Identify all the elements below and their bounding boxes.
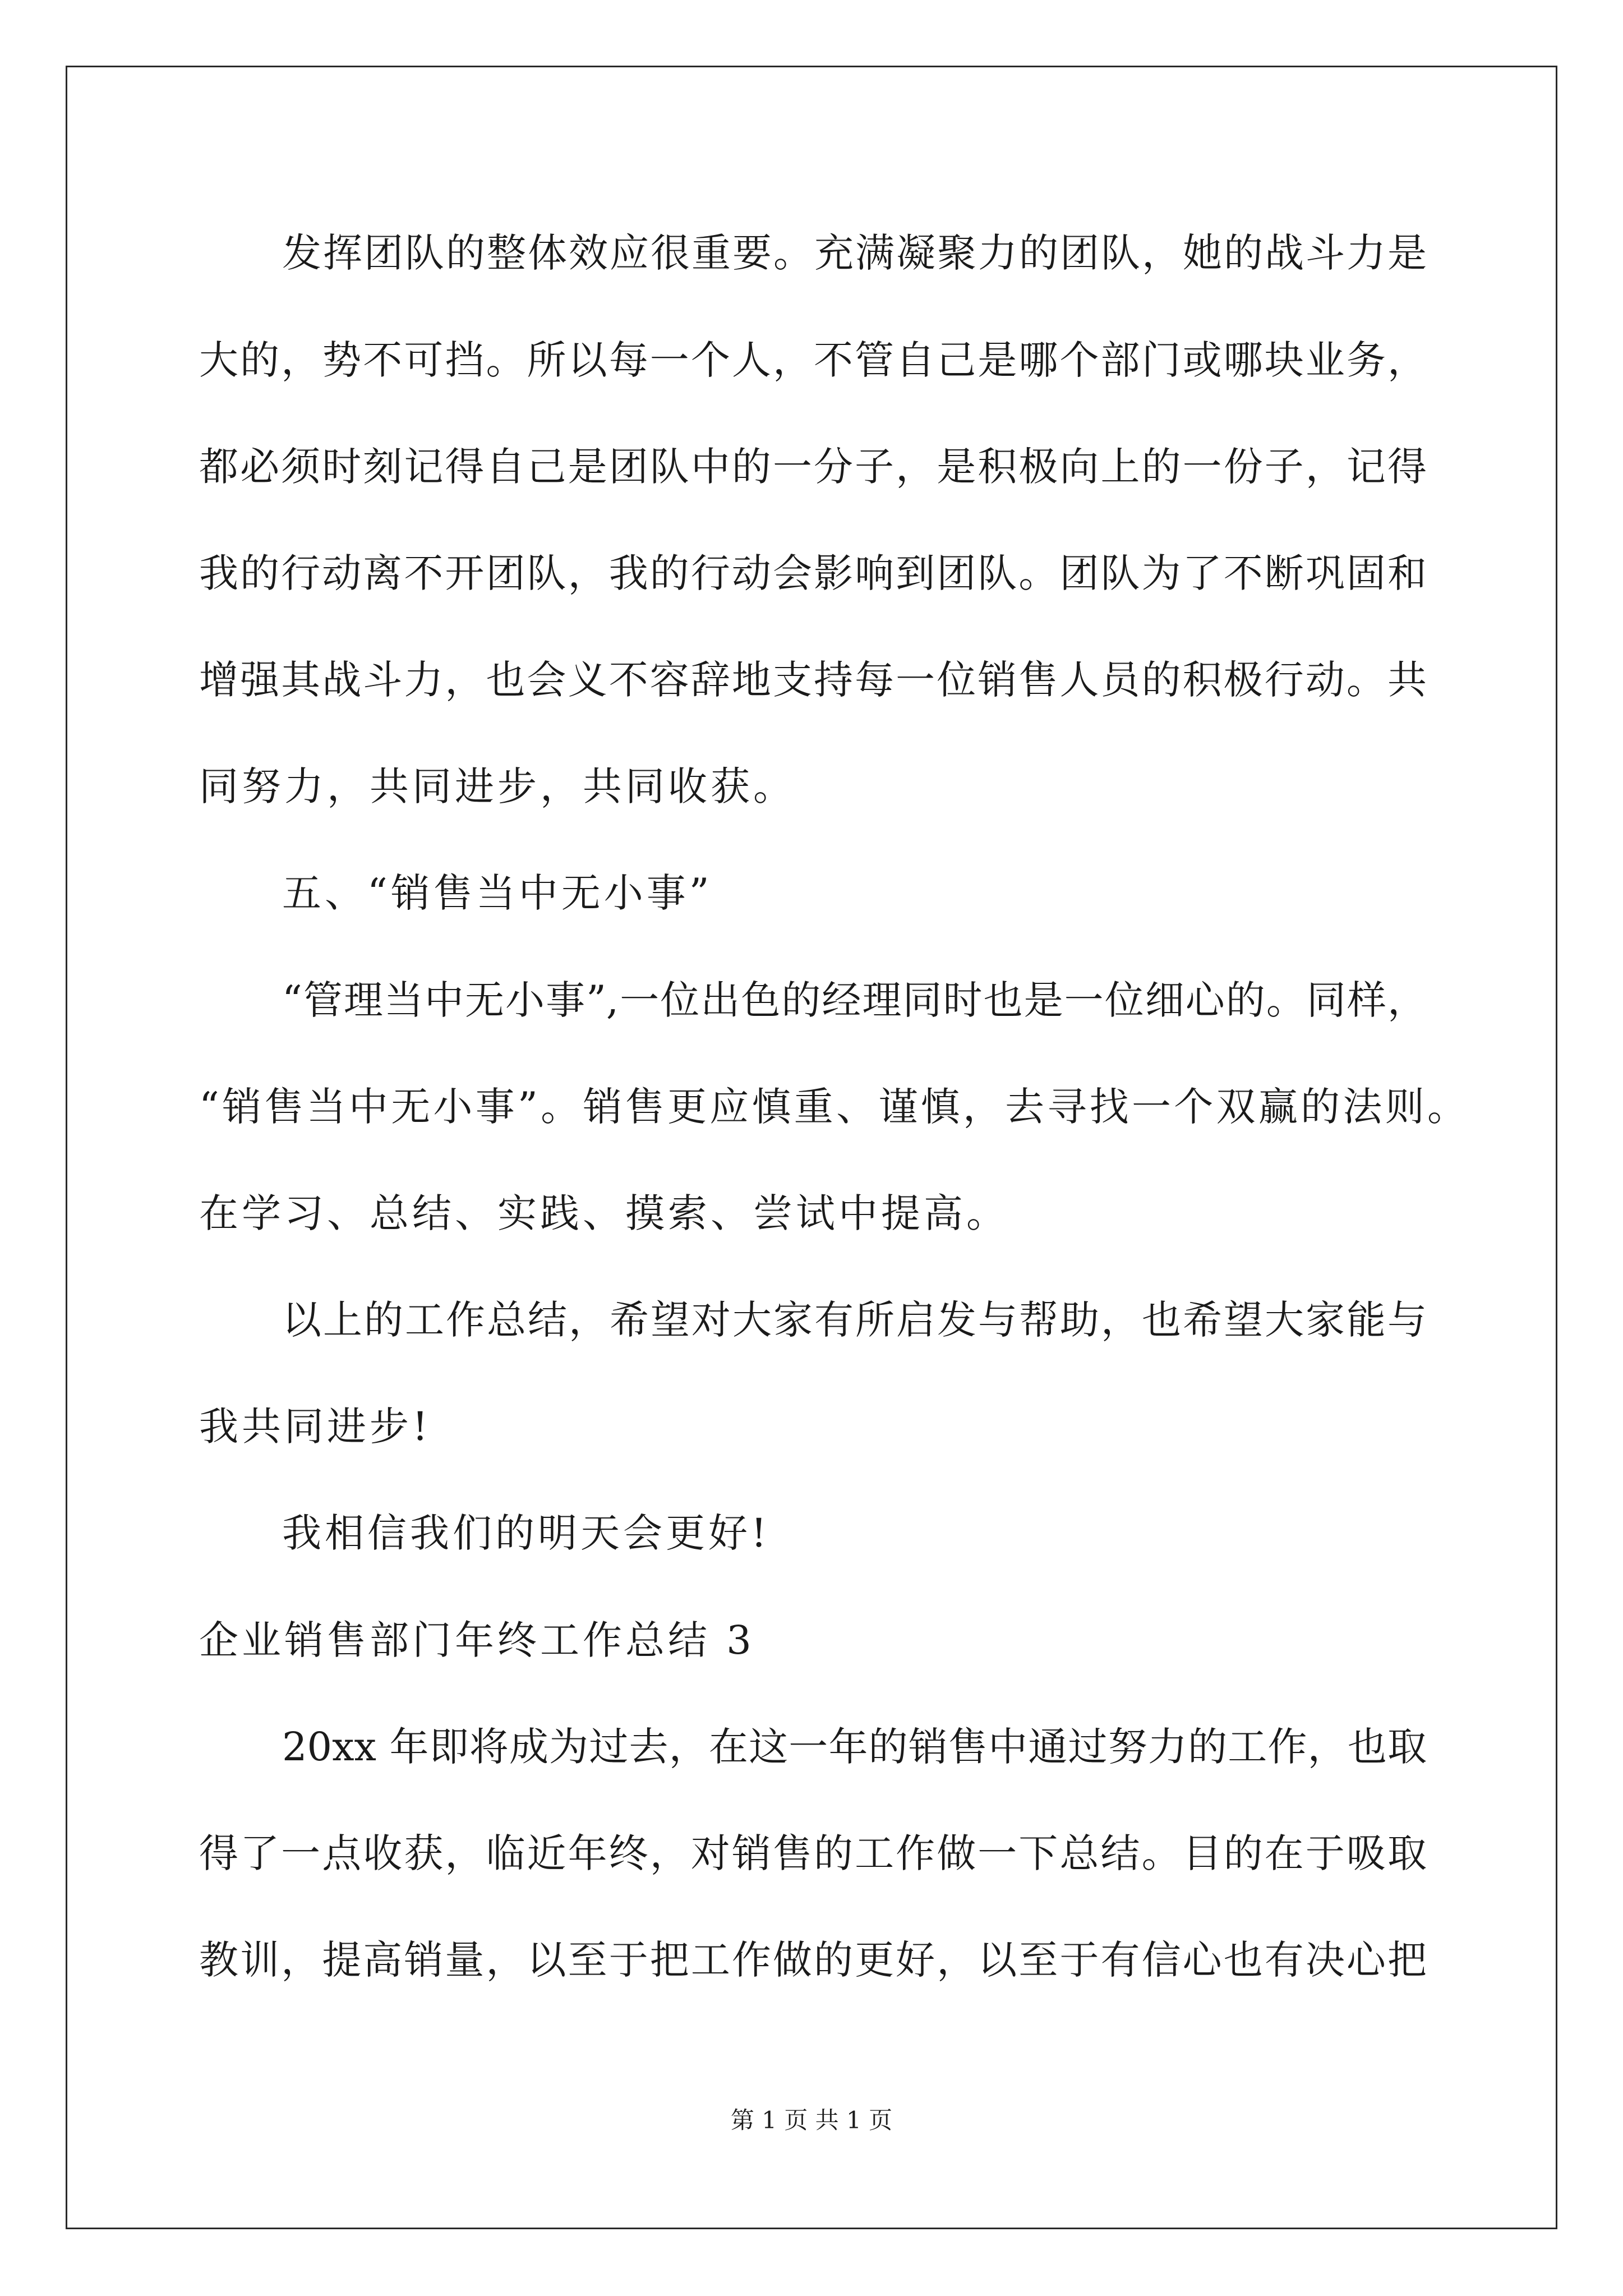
paragraph-line-13: 我相信我们的明天会更好! (282, 1510, 771, 1556)
paragraph-line-5: 增强其战斗力，也会义不容辞地支持每一位销售人员的积极行动。共 (199, 657, 1427, 703)
section-heading: 五、“销售当中无小事” (282, 870, 713, 916)
paragraph-line-3: 都必须时刻记得自己是团队中的一分子，是积极向上的一份子，记得 (199, 444, 1427, 490)
paragraph-line-12: 我共同进步! (199, 1404, 432, 1450)
paragraph-line-17: 教训，提高销量，以至于把工作做的更好，以至于有信心也有决心把 (199, 1937, 1427, 1983)
paragraph-line-15: 20xx 年即将成为过去，在这一年的销售中通过努力的工作，也取 (282, 1724, 1427, 1770)
paragraph-line-10: 在学习、总结、实践、摸索、尝试中提高。 (199, 1190, 1009, 1236)
page-border (66, 66, 1557, 2229)
paragraph-line-9: “销售当中无小事”。销售更应慎重、谨慎，去寻找一个双赢的法则。 (199, 1084, 1467, 1130)
paragraph-line-16: 得了一点收获，临近年终，对销售的工作做一下总结。目的在于吸取 (199, 1830, 1427, 1876)
paragraph-line-8: “管理当中无小事”,一位出色的经理同时也是一位细心的。同样， (282, 977, 1427, 1023)
paragraph-line-2: 大的，势不可挡。所以每一个人，不管自己是哪个部门或哪块业务， (199, 337, 1427, 383)
paragraph-line-6: 同努力，共同进步，共同收获。 (199, 763, 796, 809)
paragraph-line-11: 以上的工作总结，希望对大家有所启发与帮助，也希望大家能与 (282, 1297, 1427, 1343)
paragraph-line-4: 我的行动离不开团队，我的行动会影响到团队。团队为了不断巩固和 (199, 550, 1427, 596)
document-subtitle: 企业销售部门年终工作总结 3 (199, 1617, 755, 1663)
page-number-footer: 第 1 页 共 1 页 (730, 2106, 893, 2134)
paragraph-line-1: 发挥团队的整体效应很重要。充满凝聚力的团队，她的战斗力是 (282, 230, 1427, 276)
